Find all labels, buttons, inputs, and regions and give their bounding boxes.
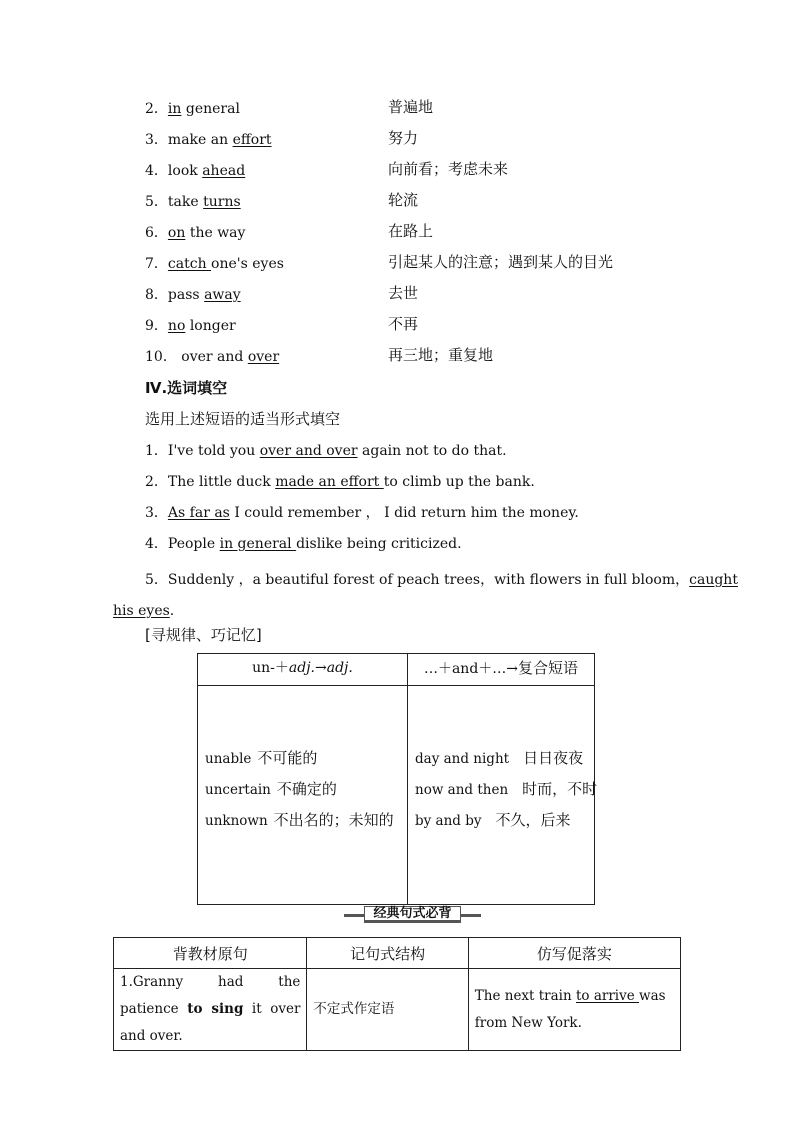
imitate-text: The next train [474,987,576,1004]
fill-sentence-5-line1 [113,565,738,596]
fill-sentence [145,502,695,522]
fill-text: I've told you [167,443,260,459]
phrase-list [145,96,705,375]
phrase-text: make an [167,132,233,148]
phrase-meaning: 普遍地 [388,98,434,116]
rule-item-meaning: 不久，后来 [495,811,571,829]
phrase-text: pass [167,287,205,303]
rule-header-right [408,657,594,678]
banner-decoration [344,914,364,917]
rule-left-cell [205,747,405,840]
fill-text: again not to do that. [357,443,507,459]
fill-number: 1． [145,443,168,459]
fill-answer: in general [219,536,297,552]
phrase-answer: away [204,287,241,303]
phrase-number: 6． [145,225,168,241]
rule-item-meaning: 日日夜夜 [523,749,584,767]
original-text: it over and over. [120,1001,301,1044]
phrase-meaning: 轮流 [388,191,419,209]
rule-table [197,653,598,905]
rule-item [205,747,405,778]
sentence-table [113,937,681,1051]
fill-number: 4． [145,536,168,552]
phrase-text: the way [185,225,246,241]
fill-answer: his eyes [113,603,170,619]
rule-item-meaning: 不可能的 [257,749,318,767]
section-banner [344,906,481,925]
phrase-meaning: 再三地；重复地 [388,346,494,364]
phrase-text: general [181,101,240,117]
imitate-text: was from New York. [474,987,666,1031]
rule-item [415,809,595,840]
fill-text: People [167,536,220,552]
rule-right-cell [415,747,598,840]
table-row [114,969,681,1051]
phrase-meaning: 向前看；考虑未来 [388,160,509,178]
imitate-answer: to arrive [576,987,640,1004]
phrase-row [145,96,705,127]
fill-number: 2． [145,474,168,490]
phrase-text: longer [185,318,236,334]
fill-sentence-5 [113,565,738,627]
phrase-row [145,189,705,220]
header-text: adj. [288,660,316,676]
fill-sentence [145,440,695,460]
header-structure: 记句式结构 [307,938,468,969]
rule-item-meaning: 不确定的 [276,780,337,798]
fill-answer: made an effort [275,474,384,490]
rule-item [415,778,598,809]
structure-cell: 不定式作定语 [307,969,468,1051]
banner-label: 经典句式必背 [364,906,461,923]
phrase-number: 9． [145,318,168,334]
rule-item-english: by and by [415,813,482,829]
phrase-english [145,253,284,273]
phrase-row [145,313,705,344]
phrase-text: one's eyes [211,256,284,272]
phrase-english [145,191,241,211]
fill-text: to climb up the bank. [383,474,535,490]
phrase-number: 4． [145,163,168,179]
rule-item-english: unable [205,751,252,767]
fill-sentence [145,533,695,553]
section-title: Ⅳ.选词填空 [145,379,228,397]
rule-item-meaning: 不出名的；未知的 [273,811,394,829]
phrase-number: 5． [145,194,168,210]
section-description: 选用上述短语的适当形式填空 [145,410,341,428]
header-text: …＋and＋…→ [423,661,519,677]
rule-item-english: now and then [415,782,509,798]
header-text: 复合短语 [518,659,579,677]
phrase-number: 7． [145,256,168,272]
table-divider [407,654,408,904]
phrase-number: 3． [145,132,168,148]
header-original: 背教材原句 [114,938,307,969]
phrase-row [145,220,705,251]
rule-item-english: unknown [205,813,268,829]
fill-sentence [145,471,695,491]
phrase-meaning: 引起某人的注意；遇到某人的目光 [388,253,614,271]
imitate-sentence [468,969,680,1051]
phrase-answer: no [167,318,186,334]
rule-item [205,778,405,809]
phrase-answer: in [167,101,182,117]
phrase-english [145,346,279,366]
header-text: → [315,660,327,676]
phrase-text: take [167,194,204,210]
phrase-number: 8． [145,287,168,303]
fill-text: I could remember ， I did return him the money. [229,505,579,521]
header-imitate: 仿写促落实 [468,938,680,969]
phrase-answer: on [167,225,186,241]
phrase-answer: catch [167,256,212,272]
phrase-meaning: 不再 [388,315,419,333]
table-divider [198,685,594,686]
fill-number: 3． [145,505,168,521]
phrase-number: 10． [145,349,177,365]
rule-header-left [198,657,407,677]
rule-item-english: day and night [415,751,510,767]
phrase-english [145,222,245,242]
phrase-meaning: 努力 [388,129,419,147]
original-keyword: to sing [187,1001,244,1017]
phrase-row [145,127,705,158]
phrase-meaning: 去世 [388,284,419,302]
rule-item-english: uncertain [205,782,271,798]
phrase-english [145,284,241,304]
fill-text: . [169,603,175,619]
phrase-number: 2． [145,101,168,117]
phrase-meaning: 在路上 [388,222,434,240]
phrase-text: look [167,163,203,179]
table-header-row [114,938,681,969]
header-text [424,661,578,677]
phrase-row [145,344,705,375]
phrase-english [145,160,245,180]
fill-answer: over and over [259,443,358,459]
fill-text: dislike being criticized. [296,536,462,552]
phrase-text: over and [176,349,248,365]
phrase-row [145,251,705,282]
phrase-answer: over [247,349,280,365]
fill-text: 5．Suddenly ，a beautiful forest of peach trees，with flowers in full bloom， [145,572,690,588]
original-sentence [114,969,307,1051]
rule-item-meaning: 时而，不时 [522,780,598,798]
phrase-english [145,129,272,149]
rule-item [415,747,595,778]
phrase-english [145,98,240,118]
original-text: 1.Granny had the patience [120,974,301,1017]
phrase-english [145,315,236,335]
rule-item [205,809,405,840]
rule-title: [寻规律、巧记忆] [145,626,262,644]
fill-answer: caught [689,572,738,588]
phrase-answer: turns [203,194,241,210]
fill-answer: As far as [167,505,230,521]
header-text: adj. [326,660,353,676]
header-text: un-＋ [252,660,289,676]
banner-decoration [461,914,481,917]
fill-text: The little duck [167,474,276,490]
phrase-row [145,158,705,189]
fill-sentence-5-line2 [113,596,693,627]
phrase-answer: ahead [202,163,246,179]
phrase-row [145,282,705,313]
phrase-answer: effort [232,132,272,148]
